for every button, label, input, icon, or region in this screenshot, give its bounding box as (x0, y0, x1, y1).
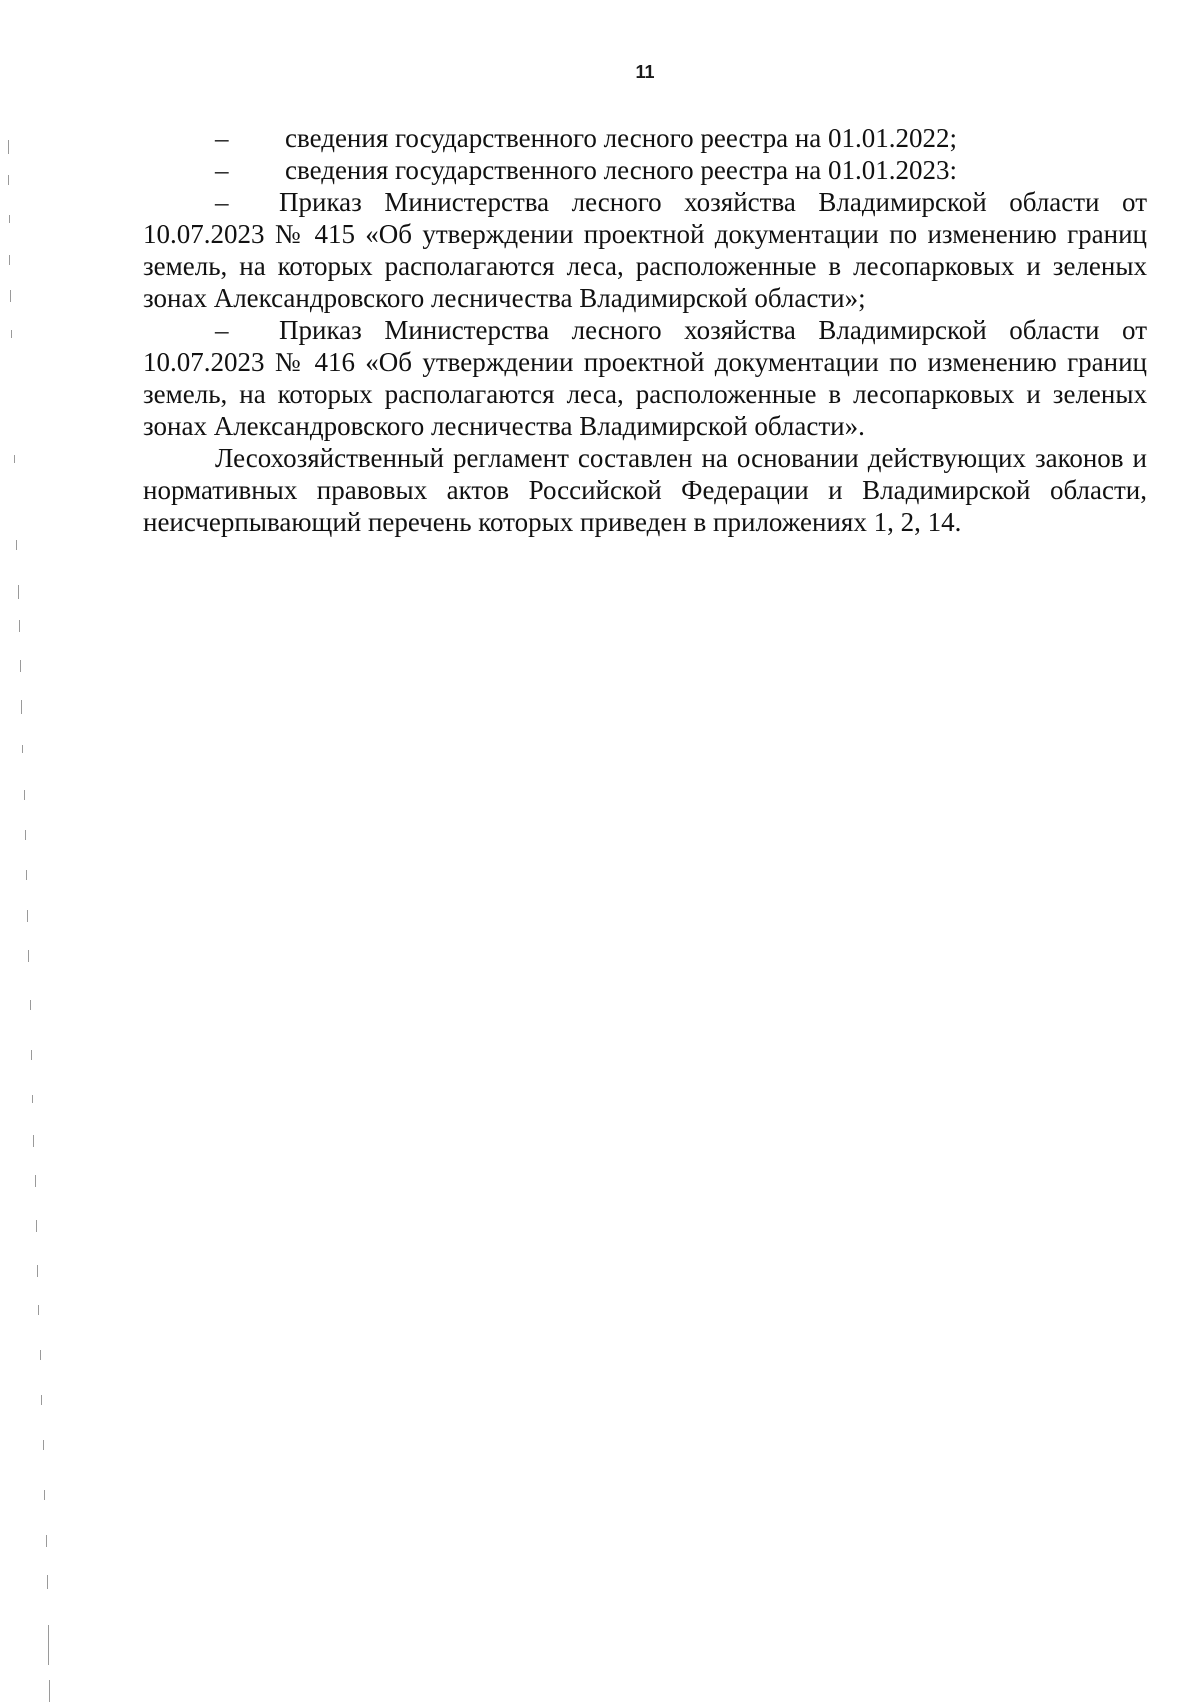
scan-edge-artifacts (0, 0, 60, 1703)
document-body (143, 122, 1147, 538)
list-item-text: сведения государственного лесного реестра на 01.01.2022; (285, 123, 958, 153)
list-item-text: Приказ Министерства лесного хозяйства Владимирской области от 10.07.2023 № 415 «Об утверждении проектной документации по изменению границ земель, на которых располагаются леса, расположенные в лесопарковых и зеленых зонах Александровского лесничества Владимирской области»; (143, 187, 1147, 313)
list-item-text: Приказ Министерства лесного хозяйства Владимирской области от 10.07.2023 № 416 «Об утверждении проектной документации по изменению границ земель, на которых располагаются леса, расположенные в лесопарковых и зеленых зонах Александровского лесничества Владимирской области». (143, 315, 1147, 441)
closing-paragraph: Лесохозяйственный регламент составлен на основании действующих законов и нормативных правовых актов Российской Федерации и Владимирской области, неисчерпывающий перечень которых приведен в приложениях 1, 2, 14. (143, 443, 1147, 537)
list-dash: – (215, 155, 229, 185)
list-dash: – (215, 315, 229, 345)
list-item (143, 154, 1147, 186)
list-item (143, 122, 1147, 154)
list-dash: – (215, 187, 229, 217)
page-number: 11 (635, 62, 655, 82)
list-item (143, 186, 1147, 314)
list-item (143, 314, 1147, 442)
list-dash: – (215, 123, 229, 153)
list-item-text: сведения государственного лесного реестра на 01.01.2023: (285, 155, 958, 185)
